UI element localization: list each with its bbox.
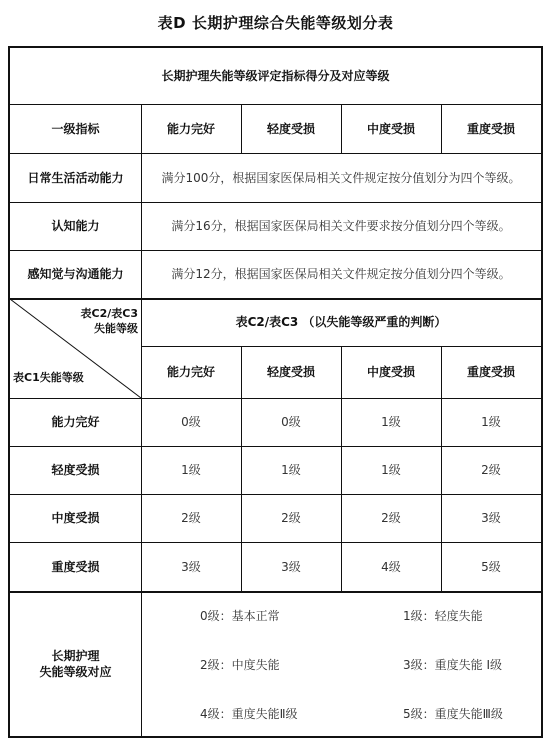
s2-col-severe: 重度受损 xyxy=(466,365,515,379)
row-text-cognition: 满分16分，根据国家医保局相关文件要求按分值划分四个等级。 xyxy=(171,219,511,233)
level-2: 2级：中度失能 xyxy=(200,658,280,672)
s2-col-moderate: 中度受损 xyxy=(366,365,415,379)
col-header-severe: 重度受损 xyxy=(466,121,515,136)
col-divider xyxy=(141,591,142,736)
level-5: 5级：重度失能Ⅲ级 xyxy=(403,707,503,721)
grading-table xyxy=(8,46,543,738)
grade-cell: 0级 xyxy=(181,415,201,429)
s2-col-intact: 能力完好 xyxy=(166,365,215,379)
s2-col-mild: 轻度受损 xyxy=(266,365,315,379)
col-header-indicator: 一级指标 xyxy=(51,121,100,136)
row-label-cognition: 认知能力 xyxy=(51,219,100,233)
grade-cell: 3级 xyxy=(281,559,301,574)
col-header-mild: 轻度受损 xyxy=(266,121,315,136)
row-label-perception: 感知觉与沟通能力 xyxy=(27,267,124,281)
grade-cell: 2级 xyxy=(281,511,301,525)
grade-cell: 1级 xyxy=(381,463,401,477)
corner-top-label: 表C2/表C3 失能等级 xyxy=(80,307,138,335)
level-0: 0级：基本正常 xyxy=(200,609,280,623)
grade-cell: 3级 xyxy=(481,511,501,525)
grade-cell: 5级 xyxy=(481,559,501,574)
level-4: 4级：重度失能Ⅱ级 xyxy=(200,707,298,721)
s2-row-label-intact: 能力完好 xyxy=(51,415,100,429)
grade-cell: 0级 xyxy=(281,415,301,429)
row-text-perception: 满分12分，根据国家医保局相关文件规定按分值划分四个等级。 xyxy=(171,267,511,281)
grade-cell: 2级 xyxy=(481,463,501,477)
section2-header: 表C2/表C3 （以失能等级严重的判断） xyxy=(235,315,447,329)
s2-row-label-moderate: 中度受损 xyxy=(51,511,100,525)
section3-label: 长期护理 失能等级对应 xyxy=(39,648,112,679)
level-1: 1级：轻度失能 xyxy=(403,609,483,623)
grade-cell: 1级 xyxy=(381,415,401,429)
grade-cell: 4级 xyxy=(381,559,401,574)
col-header-intact: 能力完好 xyxy=(166,121,215,136)
col-header-moderate: 中度受损 xyxy=(366,121,415,136)
s2-row-label-severe: 重度受损 xyxy=(51,559,100,574)
corner-bottom-label: 表C1失能等级 xyxy=(13,371,84,384)
page-title: 表D 长期护理综合失能等级划分表 xyxy=(157,14,394,32)
grade-cell: 1级 xyxy=(481,415,501,429)
grade-cell: 2级 xyxy=(181,511,201,525)
grade-cell: 1级 xyxy=(281,463,301,477)
section1-header: 长期护理失能等级评定指标得分及对应等级 xyxy=(161,69,390,83)
s2-row-label-mild: 轻度受损 xyxy=(51,463,100,477)
level-3: 3级：重度失能 Ⅰ级 xyxy=(403,658,502,672)
row-text-adl: 满分100分，根据国家医保局相关文件规定按分值划分为四个等级。 xyxy=(161,170,521,185)
grade-cell: 1级 xyxy=(181,463,201,477)
grade-cell: 3级 xyxy=(181,559,201,574)
grade-cell: 2级 xyxy=(381,511,401,525)
row-label-adl: 日常生活活动能力 xyxy=(27,170,124,185)
